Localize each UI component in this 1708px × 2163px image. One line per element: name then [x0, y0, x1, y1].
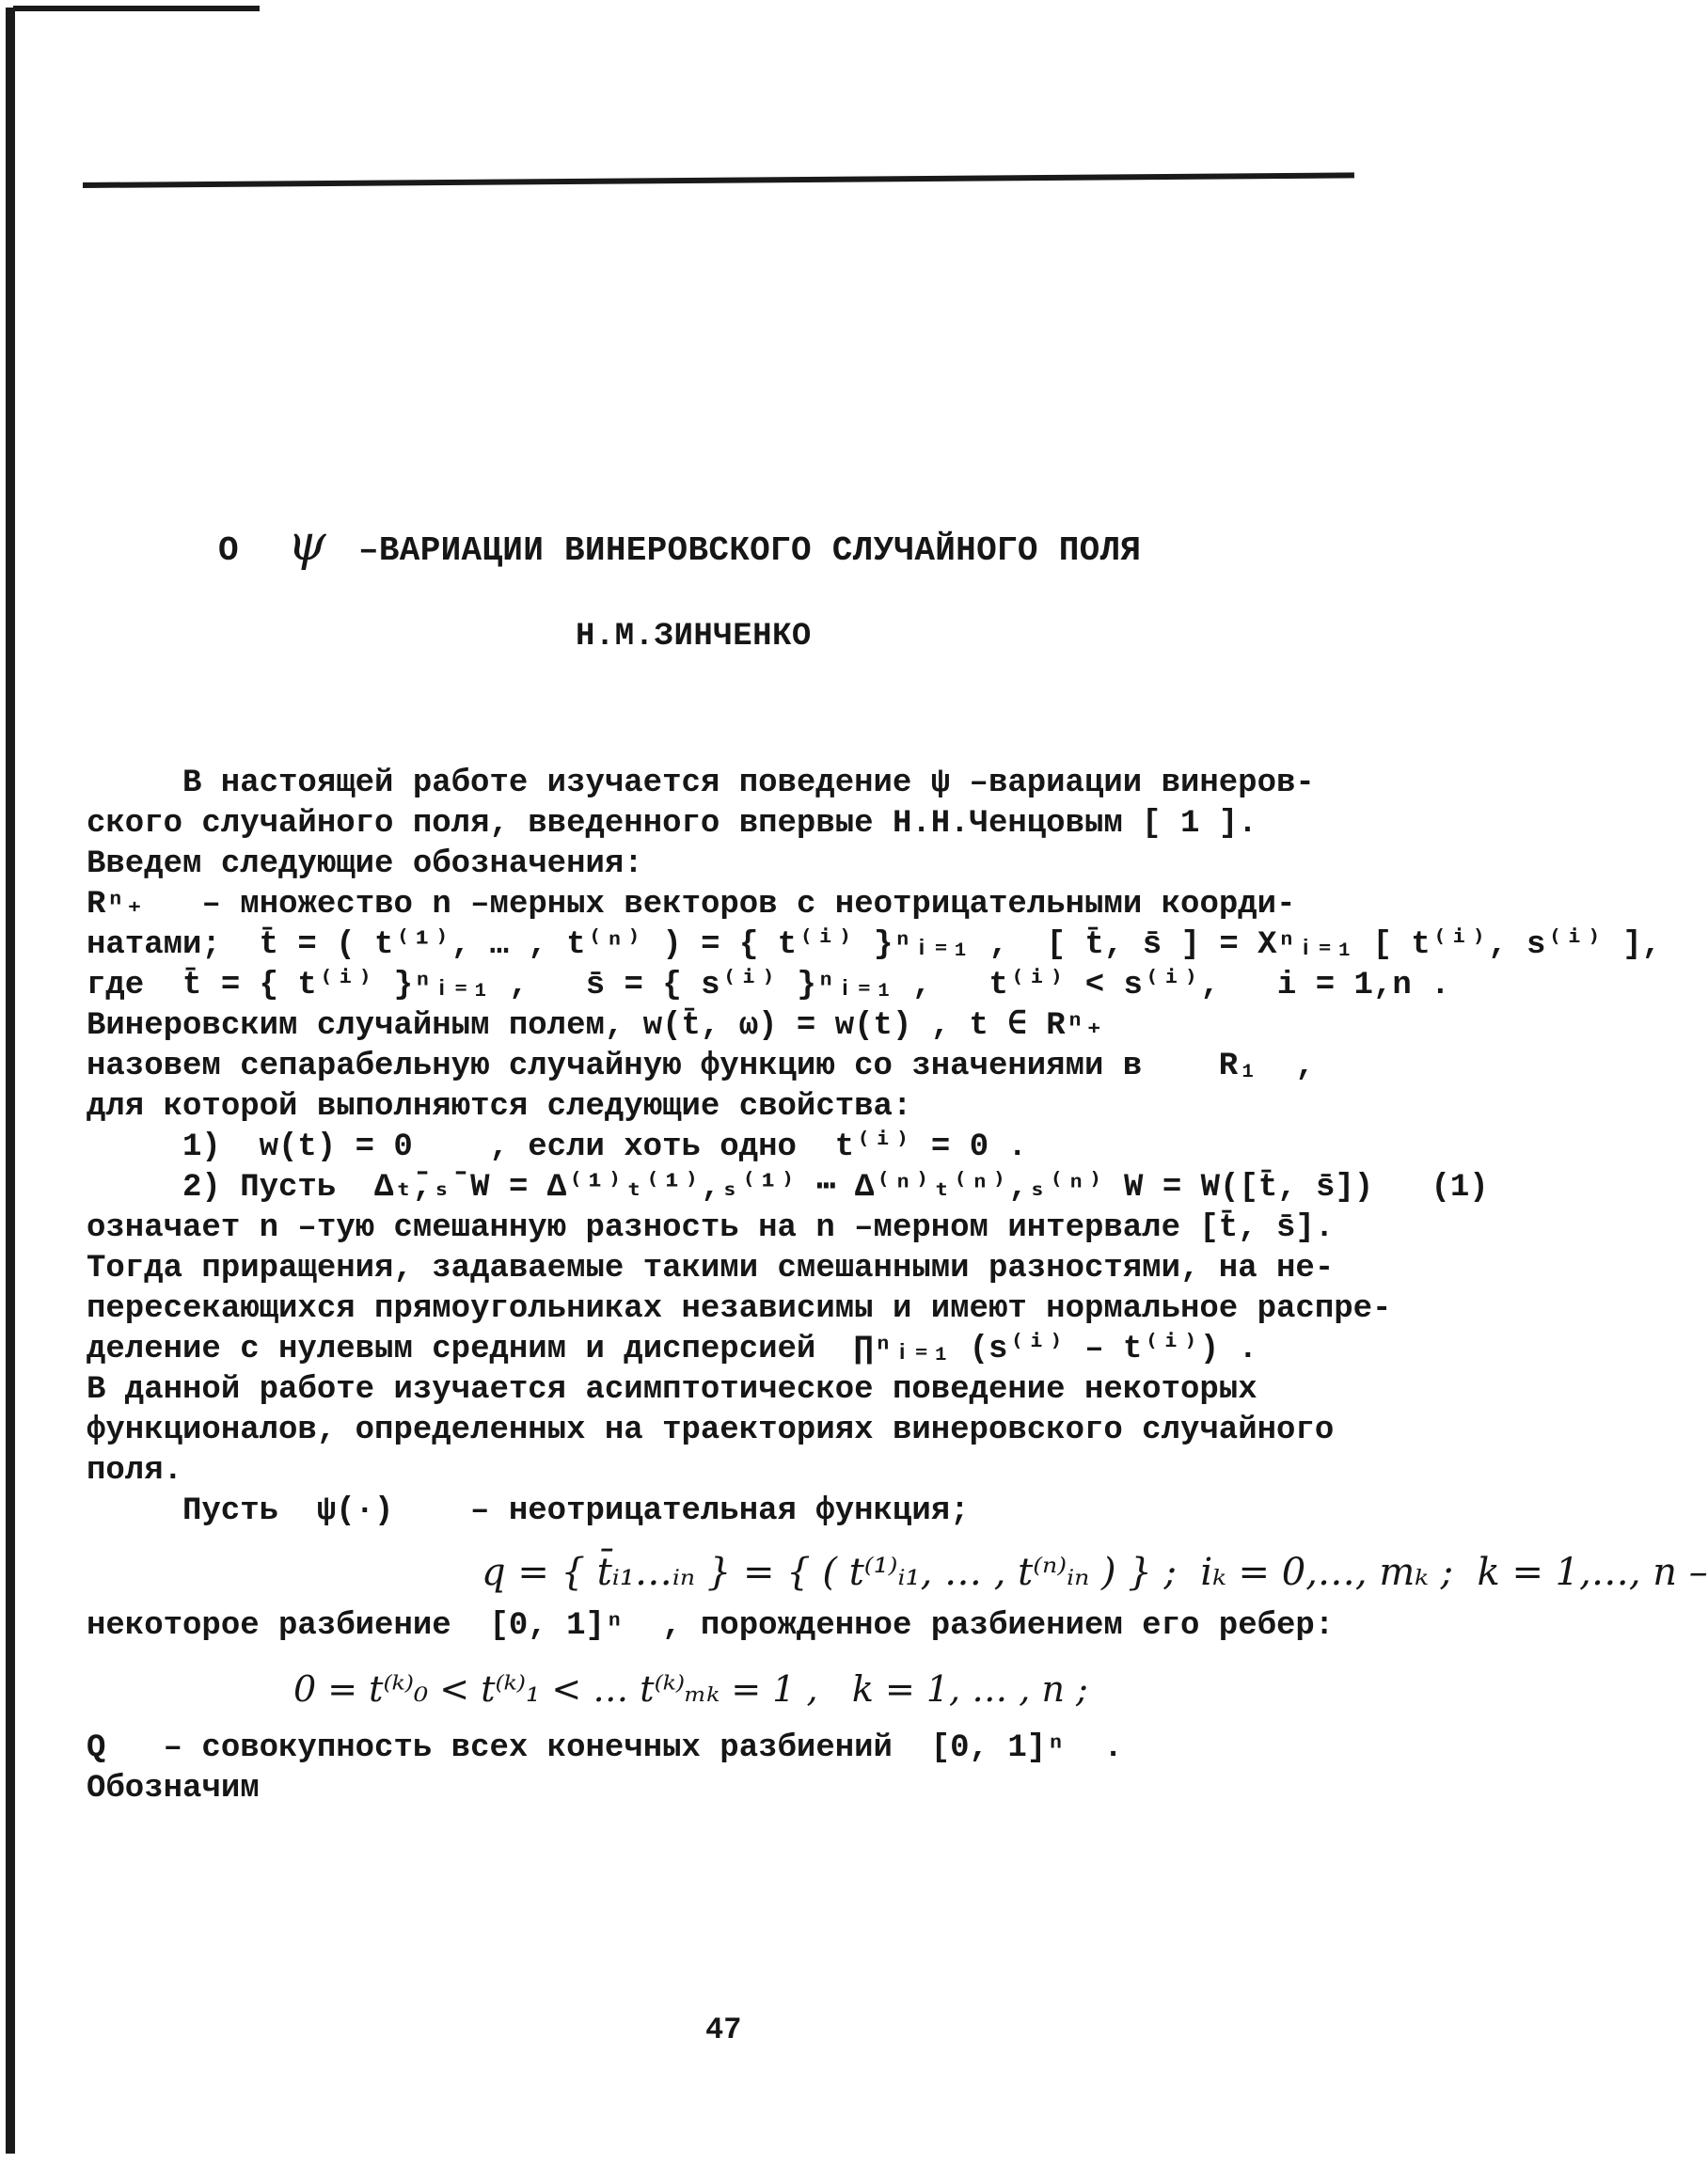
body-text: [87, 764, 1708, 1809]
body-line: Винеровским случайным полем, w(t̄, ω) = w(t) , t ∈ Rⁿ₊: [87, 1008, 1104, 1044]
body-line: Пусть ψ(·) – неотрицательная функция;: [182, 1493, 970, 1529]
body-line: В данной работе изучается асимптотическое поведение некоторых: [87, 1372, 1257, 1408]
header-rule: [83, 172, 1354, 188]
body-line: для которой выполняются следующие свойства:: [87, 1089, 912, 1125]
body-line: В настоящей работе изучается поведение ψ –вариации винеров-: [182, 766, 1315, 801]
title-rest: –ВАРИАЦИИ ВИНЕРОВСКОГО СЛУЧАЙНОГО ПОЛЯ: [357, 531, 1142, 570]
body-line: Q – совокупность всех конечных разбиений [0, 1]ⁿ .: [87, 1730, 1123, 1766]
body-line: Rⁿ₊ – множество n –мерных векторов с неотрицательными коорди-: [87, 887, 1296, 923]
body-line: пересекающихся прямоугольниках независимы и имеют нормальное распре-: [87, 1291, 1392, 1327]
title-psi-symbol: ψ: [287, 515, 326, 572]
body-line: некоторое разбиение [0, 1]ⁿ , порожденное разбиением его ребер:: [87, 1608, 1335, 1644]
scan-left-edge: [6, 8, 15, 2154]
body-line: функционалов, определенных на траекториях винеровского случайного: [87, 1413, 1335, 1448]
scan-top-edge: [13, 6, 260, 11]
body-line: натами; t̄ = ( t⁽¹⁾, … , t⁽ⁿ⁾ ) = { t⁽ⁱ⁾ }ⁿᵢ₌₁ , [ t̄, s̄ ] = Xⁿᵢ₌₁ [ t⁽ⁱ⁾, s⁽ⁱ⁾ ],: [87, 927, 1662, 963]
body-line: Обозначим: [87, 1771, 260, 1807]
body-line: Тогда приращения, задаваемые такими смешанными разностями, на не-: [87, 1251, 1335, 1287]
formula-partition: q = { t̄ᵢ₁…ᵢₙ } = { ( t⁽¹⁾ᵢ₁, … , t⁽ⁿ⁾ᵢₙ ) } ; iₖ = 0,…, mₖ ; k = 1,…, n –: [482, 1551, 1708, 1594]
body-line: где t̄ = { t⁽ⁱ⁾ }ⁿᵢ₌₁ , s̄ = { s⁽ⁱ⁾ }ⁿᵢ₌₁ , t⁽ⁱ⁾ < s⁽ⁱ⁾, i = 1,n .: [87, 968, 1450, 1003]
paper-title: [218, 515, 1141, 572]
page-number: 47: [705, 2013, 742, 2047]
body-line: деление с нулевым средним и дисперсией ∏ⁿᵢ₌₁ (s⁽ⁱ⁾ – t⁽ⁱ⁾) .: [87, 1332, 1258, 1367]
body-line: назовем сепарабельную случайную функцию со значениями в R₁ ,: [87, 1049, 1315, 1084]
body-line: означает n –тую смешанную разность на n –мерном интервале [t̄, s̄].: [87, 1210, 1335, 1246]
body-line: поля.: [87, 1453, 183, 1489]
body-line: 1) w(t) = 0 , если хоть одно t⁽ⁱ⁾ = 0 .: [182, 1129, 1027, 1165]
author-name: Н.М.ЗИНЧЕНКО: [576, 619, 812, 655]
title-prefix: О: [218, 531, 239, 570]
body-line: Введем следующие обозначения:: [87, 846, 643, 882]
formula-edges: 0 = t⁽ᵏ⁾₀ < t⁽ᵏ⁾₁ < … t⁽ᵏ⁾ₘₖ = 1 , k = 1, … , n ;: [293, 1668, 1088, 1710]
body-line: 2) Пусть Δₜ̄,ₛ̄ W = Δ⁽¹⁾ₜ⁽¹⁾,ₛ⁽¹⁾ ⋯ Δ⁽ⁿ⁾ₜ⁽ⁿ⁾,ₛ⁽ⁿ⁾ W = W([t̄, s̄]) (1): [182, 1170, 1489, 1206]
body-line: ского случайного поля, введенного впервые Н.Н.Ченцовым [ 1 ].: [87, 806, 1257, 842]
